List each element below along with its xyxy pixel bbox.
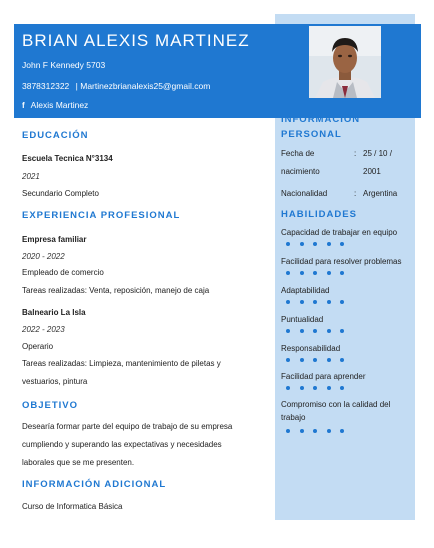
rating-dot: [340, 300, 344, 304]
rating-dot: [286, 358, 290, 362]
rating-dot: [286, 242, 290, 246]
rating-dot: [286, 271, 290, 275]
separator: |: [75, 81, 78, 91]
rating-dot: [286, 300, 290, 304]
job-tasks-continued: vestuarios, pintura: [22, 377, 88, 386]
phone: 3878312322: [22, 81, 70, 91]
rating-dot: [313, 242, 317, 246]
skill-label: Facilidad para resolver problemas: [281, 257, 402, 266]
rating-dot: [300, 358, 304, 362]
rating-dot: [340, 329, 344, 333]
rating-dot: [327, 271, 331, 275]
rating-dot: [286, 386, 290, 390]
skill-rating: [286, 386, 354, 392]
job-dates: 2022 - 2023: [22, 325, 65, 334]
education-year: 2021: [22, 172, 40, 181]
skill-label: Capacidad de trabajar en equipo: [281, 228, 398, 237]
skill-label: Responsabilidad: [281, 344, 341, 353]
profile-photo-image: [309, 26, 381, 98]
rating-dot: [327, 429, 331, 433]
job-role: Empleado de comercio: [22, 268, 104, 277]
address: John F Kennedy 5703: [22, 60, 106, 70]
rating-dot: [313, 429, 317, 433]
rating-dot: [313, 329, 317, 333]
job-tasks: Tareas realizadas: Venta, reposición, manejo de caja: [22, 286, 210, 295]
rating-dot: [300, 300, 304, 304]
skill-rating: [286, 271, 354, 277]
job-company: Balneario La Isla: [22, 308, 86, 317]
rating-dot: [327, 242, 331, 246]
rating-dot: [300, 429, 304, 433]
additional-item: Curso de Informatica Básica: [22, 502, 123, 511]
rating-dot: [286, 329, 290, 333]
skills-heading: HABILIDADES: [281, 209, 357, 220]
education-level: Secundario Completo: [22, 189, 99, 198]
rating-dot: [313, 271, 317, 275]
facebook-icon: f: [22, 101, 25, 110]
nationality-colon: :: [354, 189, 357, 198]
birth-label: Fecha de: [281, 149, 315, 158]
rating-dot: [340, 242, 344, 246]
job-tasks: Tareas realizadas: Limpieza, mantenimiento de piletas y: [22, 359, 221, 368]
personal-heading-line2: PERSONAL: [281, 129, 342, 140]
birth-colon: :: [354, 149, 357, 158]
skill-rating: [286, 429, 354, 435]
skill-rating: [286, 358, 354, 364]
rating-dot: [327, 329, 331, 333]
objective-text: laborales que se me presenten.: [22, 458, 135, 467]
skill-label: Compromiso con la calidad del trabajo: [281, 400, 391, 422]
rating-dot: [340, 358, 344, 362]
personal-heading: [281, 112, 360, 142]
skill-label: Puntualidad: [281, 315, 324, 324]
job-dates: 2020 - 2022: [22, 252, 65, 261]
skill-label: Facilidad para aprender: [281, 372, 366, 381]
rating-dot: [327, 358, 331, 362]
rating-dot: [300, 271, 304, 275]
nationality-label: Nacionalidad: [281, 189, 328, 198]
rating-dot: [300, 329, 304, 333]
facebook-name: Alexis Martinez: [30, 100, 89, 110]
additional-heading: INFORMACIÓN ADICIONAL: [22, 479, 167, 490]
birth-value-continued: 2001: [363, 167, 381, 176]
rating-dot: [300, 386, 304, 390]
education-school: Escuela Tecnica N°3134: [22, 154, 113, 163]
job-company: Empresa familiar: [22, 235, 87, 244]
facebook-line: [22, 100, 88, 110]
objective-text: Desearía formar parte del equipo de trabajo de su empresa: [22, 422, 233, 431]
rating-dot: [300, 242, 304, 246]
rating-dot: [340, 386, 344, 390]
objective-heading: OBJETIVO: [22, 400, 79, 411]
profile-photo: [309, 26, 381, 98]
job-role: Operario: [22, 342, 54, 351]
experience-heading: EXPERIENCIA PROFESIONAL: [22, 210, 181, 221]
rating-dot: [286, 429, 290, 433]
candidate-name: BRIAN ALEXIS MARTINEZ: [22, 31, 250, 50]
contact-line: [22, 81, 210, 91]
rating-dot: [327, 386, 331, 390]
birth-value: 25 / 10 /: [363, 149, 392, 158]
education-heading: EDUCACIÓN: [22, 130, 89, 141]
skill-rating: [286, 242, 354, 248]
personal-heading-line1: INFORMACIÓN: [281, 114, 361, 125]
skill-rating: [286, 329, 354, 335]
skill-rating: [286, 300, 354, 306]
rating-dot: [340, 429, 344, 433]
email: Martinezbrianalexis25@gmail.com: [80, 81, 211, 91]
rating-dot: [327, 300, 331, 304]
birth-label-continued: nacimiento: [281, 167, 320, 176]
objective-text: cumpliendo y superando las expectativas y necesidades: [22, 440, 222, 449]
skill-label: Adaptabilidad: [281, 286, 330, 295]
rating-dot: [313, 300, 317, 304]
nationality-value: Argentina: [363, 189, 398, 198]
rating-dot: [313, 386, 317, 390]
rating-dot: [313, 358, 317, 362]
rating-dot: [340, 271, 344, 275]
